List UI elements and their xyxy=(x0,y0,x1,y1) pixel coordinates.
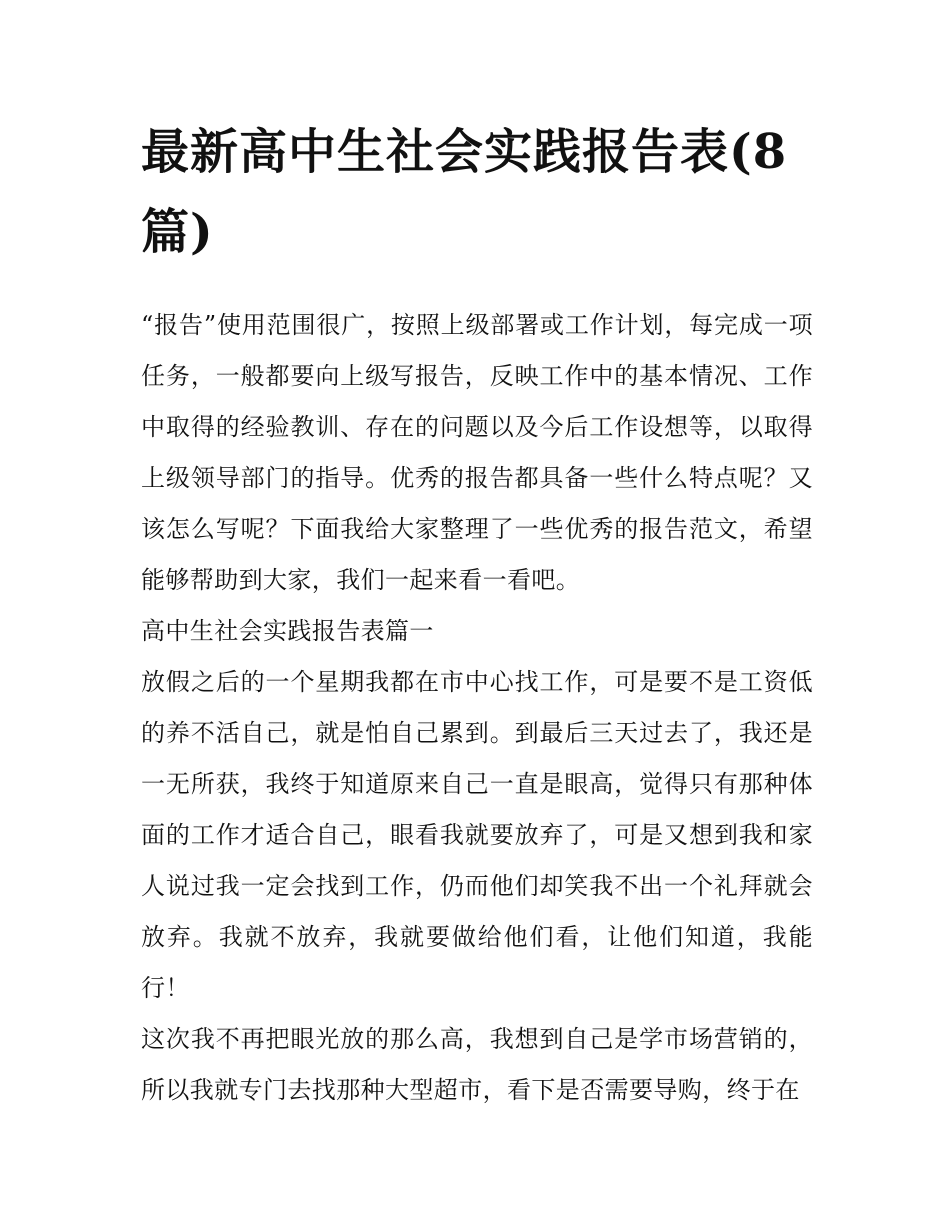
section-paragraph: 放假之后的一个星期我都在市中心找工作，可是要不是工资低的养不活自己，就是怕自己累到。到最后三天过去了，我还是一无所获，我终于知道原来自己一直是眼高，觉得只有那种体面的工作才适合自己，眼看我就要放弃了，可是又想到我和家人说过我一定会找到工作，仍而他们却笑我不出一个礼拜就会放弃。我就不放弃，我就要做给他们看，让他们知道，我能行！ xyxy=(141,668,813,1002)
document-body xyxy=(141,300,813,1116)
document-title: 最新高中生社会实践报告表(8篇) xyxy=(141,124,788,260)
document-page xyxy=(141,112,813,1116)
section-heading: 高中生社会实践报告表篇一 xyxy=(141,617,434,645)
intro-paragraph: “报告”使用范围很广，按照上级部署或工作计划，每完成一项任务，一般都要向上级写报告，反映工作中的基本情况、工作中取得的经验教训、存在的问题以及今后工作设想等，以取得上级领导部门的指导。优秀的报告都具备一些什么特点呢？又该怎么写呢？下面我给大家整理了一些优秀的报告范文，希望能够帮助到大家，我们一起来看一看吧。 xyxy=(141,311,813,594)
section-paragraph: 这次我不再把眼光放的那么高，我想到自己是学市场营销的，所以我就专门去找那种大型超市，看下是否需要导购，终于在 xyxy=(141,1025,813,1104)
